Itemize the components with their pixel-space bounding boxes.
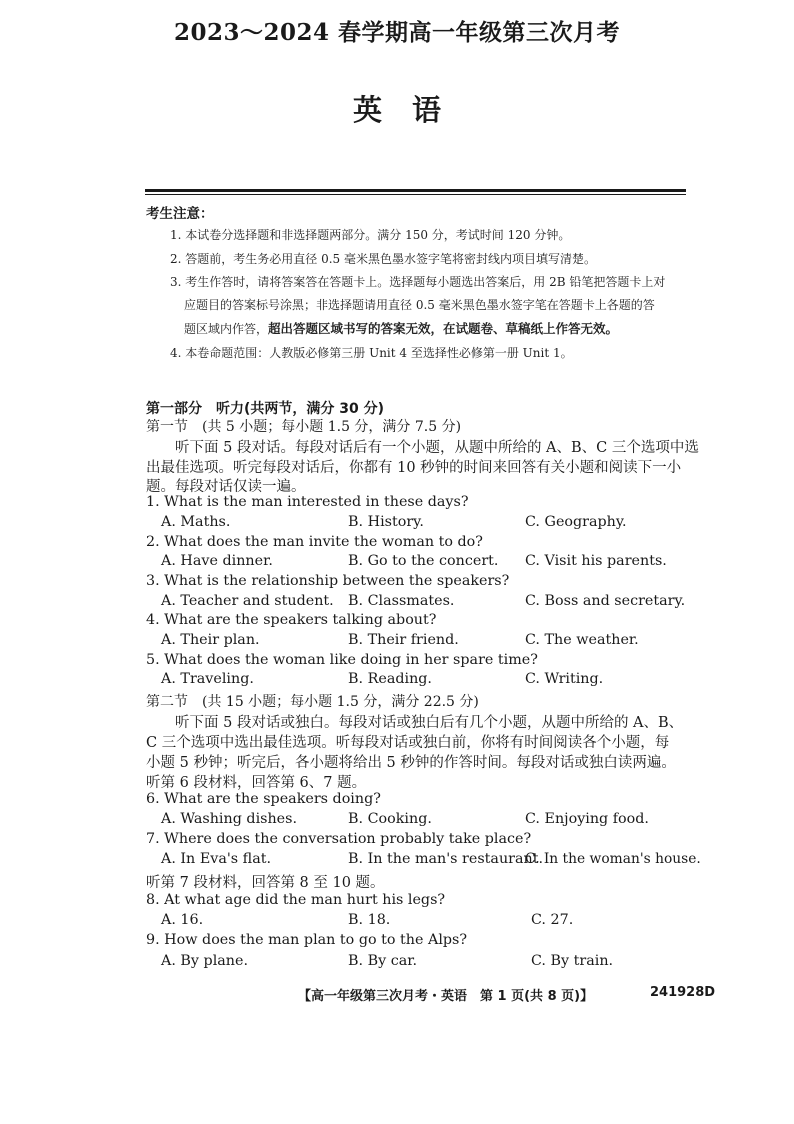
q6-option-b: B. Cooking. (348, 811, 432, 827)
q2-option-b: B. Go to the concert. (348, 553, 499, 569)
header-rule-thin (145, 194, 686, 195)
section2-instructions-line1: 听下面 5 段对话或独白。每段对话或独白后有几个小题，从题中所给的 A、B、 (175, 715, 684, 731)
q9-option-a: A. By plane. (161, 953, 249, 969)
q1-option-a: A. Maths. (161, 514, 231, 530)
section1-instructions-line3: 题。每段对话仅读一遍。 (146, 479, 306, 495)
question-5: 5. What does the woman like doing in her spare time? (146, 652, 538, 668)
q7-option-b: B. In the man's restaurant. (348, 851, 544, 867)
notice-item-1: 1. 本试卷分选择题和非选择题两部分。满分 150 分，考试时间 120 分钟。 (170, 228, 571, 242)
notice-item-3-end (184, 319, 618, 337)
q2-option-c: C. Visit his parents. (525, 553, 667, 569)
q9-option-c: C. By train. (531, 953, 614, 969)
q1-option-b: B. History. (348, 514, 424, 530)
question-7: 7. Where does the conversation probably take place? (146, 831, 532, 847)
footer-code: 241928D (650, 985, 716, 1000)
notice-item-3-bold: 超出答题区域书写的答案无效，在试题卷、草稿纸上作答无效。 (268, 321, 619, 336)
question-9: 9. How does the man plan to go to the Alps? (146, 932, 468, 948)
question-4: 4. What are the speakers talking about? (146, 612, 437, 628)
exam-title: 2023～2024 春学期高一年级第三次月考 (173, 19, 621, 46)
q6-option-c: C. Enjoying food. (525, 811, 649, 827)
section1-instructions-line1: 听下面 5 段对话。每段对话后有一个小题，从题中所给的 A、B、C 三个选项中选 (175, 440, 699, 456)
q9-option-b: B. By car. (348, 953, 418, 969)
q5-option-c: C. Writing. (525, 671, 604, 687)
q5-option-a: A. Traveling. (161, 671, 254, 687)
notice-item-3-cont: 应题目的答案标号涂黑；非选择题请用直径 0.5 毫米黑色墨水签字笔在答题卡上各题的答 (184, 298, 655, 312)
q4-option-c: C. The weather. (525, 632, 639, 648)
section1-instructions-line2: 出最佳选项。听完每段对话后，你都有 10 秒钟的时间来回答有关小题和阅读下一小 (146, 460, 682, 476)
section2-instructions-line3: 小题 5 秒钟；听完后，各小题将给出 5 秒钟的作答时间。每段对话或独白读两遍。 (146, 755, 676, 771)
q4-option-b: B. Their friend. (348, 632, 459, 648)
q6-option-a: A. Washing dishes. (161, 811, 298, 827)
question-8: 8. At what age did the man hurt his legs? (146, 892, 446, 908)
question-2: 2. What does the man invite the woman to do? (146, 534, 483, 550)
q4-option-a: A. Their plan. (161, 632, 260, 648)
q7-option-a: A. In Eva's flat. (161, 851, 272, 867)
section1-heading: 第一节 (共 5 小题；每小题 1.5 分，满分 7.5 分) (146, 419, 462, 435)
q3-option-a: A. Teacher and student. (161, 593, 334, 609)
notice-heading: 考生注意： (146, 206, 214, 222)
footer-page-label: 【高一年级第三次月考・英语 第 1 页(共 8 页)】 (298, 989, 594, 1004)
q8-option-a: A. 16. (161, 912, 204, 928)
q3-option-c: C. Boss and secretary. (525, 593, 686, 609)
q3-option-b: B. Classmates. (348, 593, 455, 609)
notice-item-3-tail: 题区域内作答， (184, 322, 269, 336)
notice-item-2: 2. 答题前，考生务必用直径 0.5 毫米黑色墨水签字笔将密封线内项目填写清楚。 (170, 252, 596, 266)
q8-option-c: C. 27. (531, 912, 574, 928)
question-6: 6. What are the speakers doing? (146, 791, 381, 807)
header-rule-thick (145, 189, 686, 192)
q1-option-c: C. Geography. (525, 514, 627, 530)
section2-instructions-line2: C 三个选项中选出最佳选项。听每段对话或独白前，你将有时间阅读各个小题，每 (146, 735, 670, 751)
notice-item-4: 4. 本卷命题范围：人教版必修第三册 Unit 4 至选择性必修第一册 Unit 1。 (170, 346, 573, 360)
notice-item-3: 3. 考生作答时，请将答案答在答题卡上。选择题每小题选出答案后，用 2B 铅笔把答题卡上对 (170, 275, 666, 289)
subject-title: 英语 (352, 93, 471, 127)
q7-option-c: C. In the woman's house. (525, 851, 701, 867)
material-note-7: 听第 7 段材料，回答第 8 至 10 题。 (146, 875, 385, 891)
q5-option-b: B. Reading. (348, 671, 432, 687)
part1-heading: 第一部分 听力(共两节，满分 30 分) (146, 401, 385, 417)
material-note-6: 听第 6 段材料，回答第 6、7 题。 (146, 775, 367, 791)
question-1: 1. What is the man interested in these days? (146, 494, 469, 510)
q2-option-a: A. Have dinner. (161, 553, 273, 569)
question-3: 3. What is the relationship between the speakers? (146, 573, 510, 589)
q8-option-b: B. 18. (348, 912, 391, 928)
section2-heading: 第二节 (共 15 小题；每小题 1.5 分，满分 22.5 分) (146, 694, 479, 710)
